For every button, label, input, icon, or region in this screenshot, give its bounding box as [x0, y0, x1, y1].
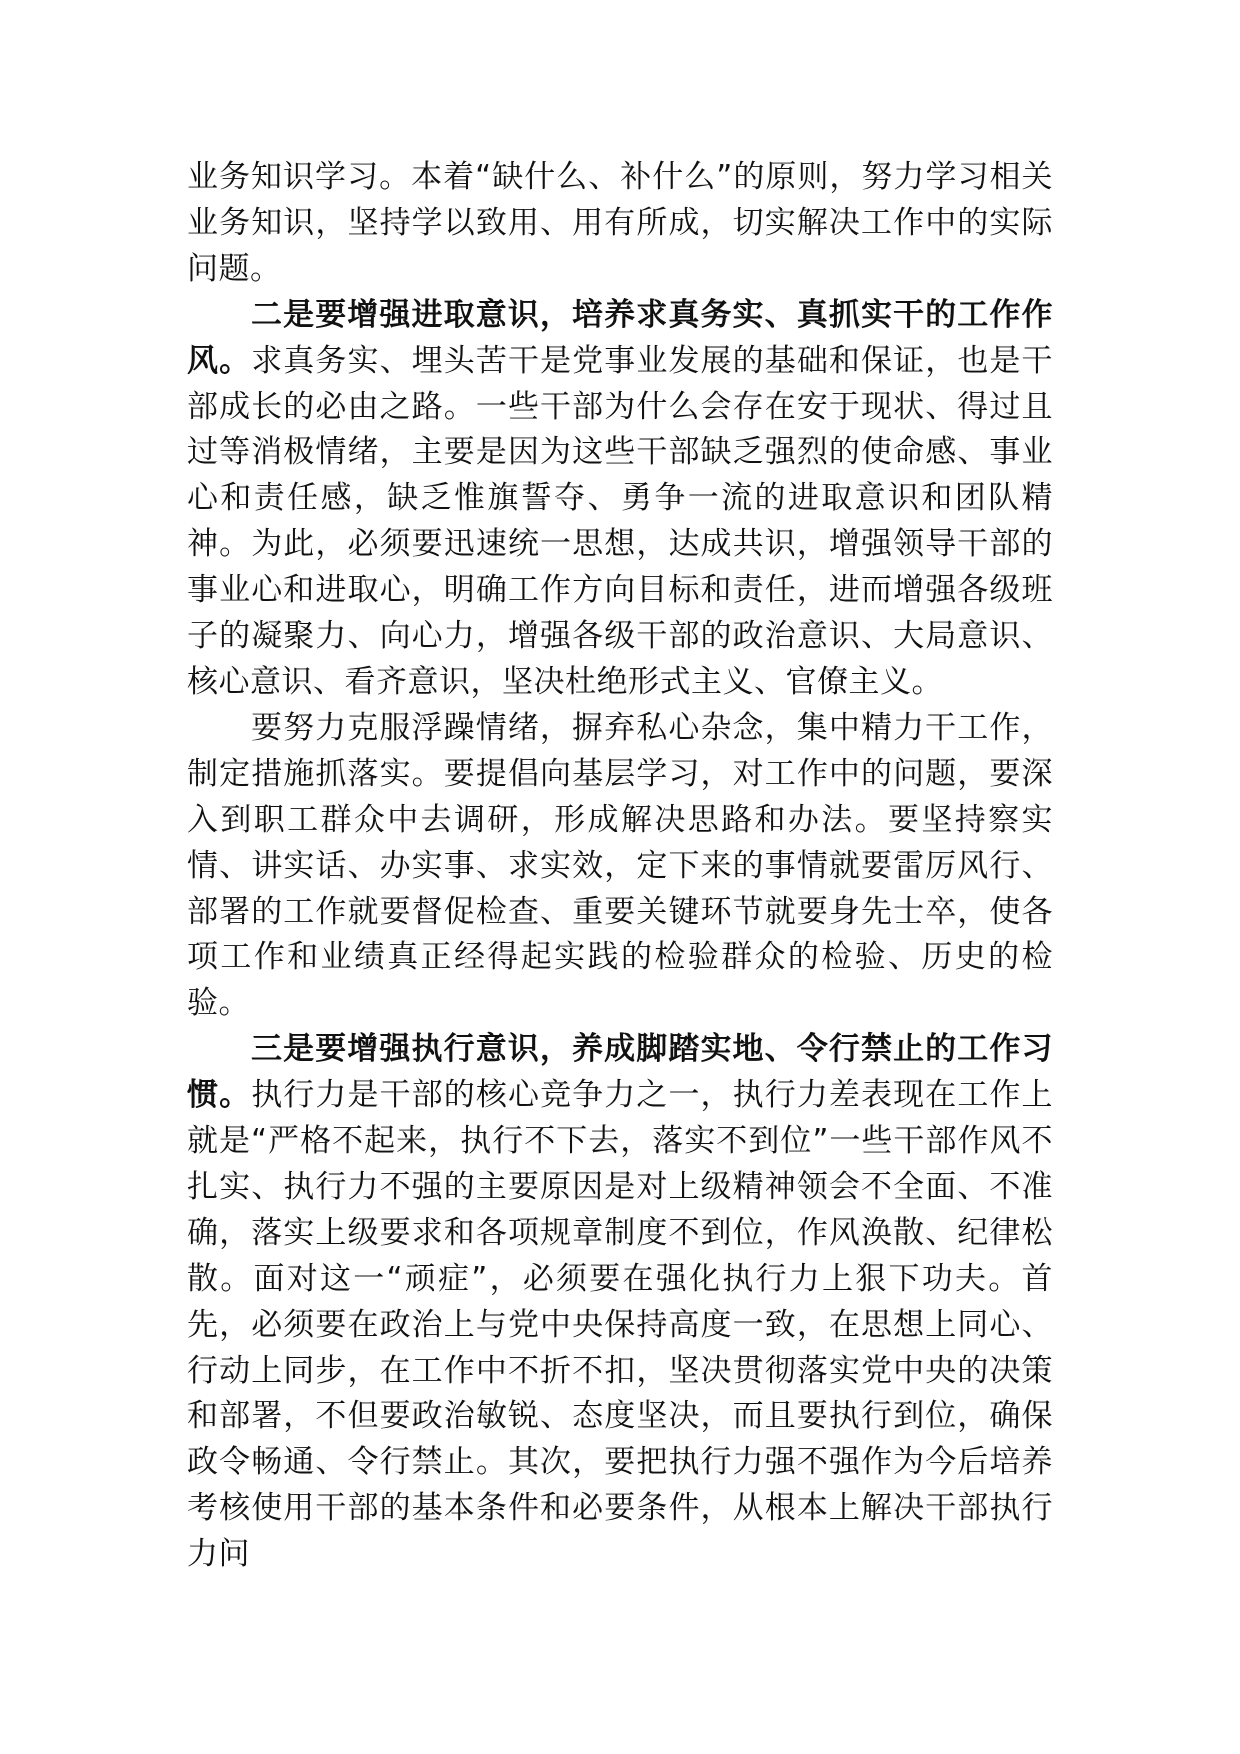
paragraph-point-three	[187, 1027, 1053, 1578]
paragraph-text: 求真务实、埋头苦干是党事业发展的基础和保证，也是干部成长的必由之路。一些干部为什么会存在安于现状、得过且过等消极情绪，主要是因为这些干部缺乏强烈的使命感、事业心和责任感，缺乏惟旗誓夺、勇争一流的进取意识和团队精神。为此，必须要迅速统一思想，达成共识，增强领导干部的事业心和进取心，明确工作方向目标和责任，进而增强各级班子的凝聚力、向心力，增强各级干部的政治意识、大局意识、核心意识、看齐意识，坚决杜绝形式主义、官僚主义。	[187, 342, 1054, 700]
paragraph-text: 执行力是干部的核心竞争力之一，执行力差表现在工作上就是“严格不起来，执行不下去，落实不到位”一些干部作风不扎实、执行力不强的主要原因是对上级精神领会不全面、不准确，落实上级要求和各项规章制度不到位，作风涣散、纪律松散。面对这一“顽症”，必须要在强化执行力上狠下功夫。首先，必须要在政治上与党中央保持高度一致，在思想上同心、行动上同步，在工作中不折不扣，坚决贯彻落实党中央的决策和部署，不但要政治敏锐、态度坚决，而且要执行到位，确保政令畅通、令行禁止。其次，要把执行力强不强作为今后培养考核使用干部的基本条件和必要条件，从根本上解决干部执行力问	[187, 1077, 1054, 1573]
paragraph-continuation	[187, 155, 1053, 293]
paragraph-heading: 二是要增强进取意识，培养求真务实、真抓实干的工作作风。	[187, 296, 1053, 379]
paragraph-point-two	[187, 293, 1053, 706]
paragraph-text: 要努力克服浮躁情绪，摒弃私心杂念，集中精力干工作，制定措施抓落实。要提倡向基层学习，对工作中的问题，要深入到职工群众中去调研，形成解决思路和办法。要坚持察实情、讲实话、办实事、求实效，定下来的事情就要雷厉风行、部署的工作就要督促检查、重要关键环节就要身先士卒，使各项工作和业绩真正经得起实践的检验群众的检验、历史的检验。	[187, 709, 1053, 1022]
paragraph-text: 业务知识学习。本着“缺什么、补什么”的原则，努力学习相关业务知识，坚持学以致用、用有所成，切实解决工作中的实际问题。	[187, 159, 1053, 287]
paragraph-overcome-impetuosity	[187, 706, 1053, 1027]
document-body	[187, 155, 1053, 1578]
paragraph-heading: 三是要增强执行意识，养成脚踏实地、令行禁止的工作习惯。	[187, 1031, 1053, 1114]
